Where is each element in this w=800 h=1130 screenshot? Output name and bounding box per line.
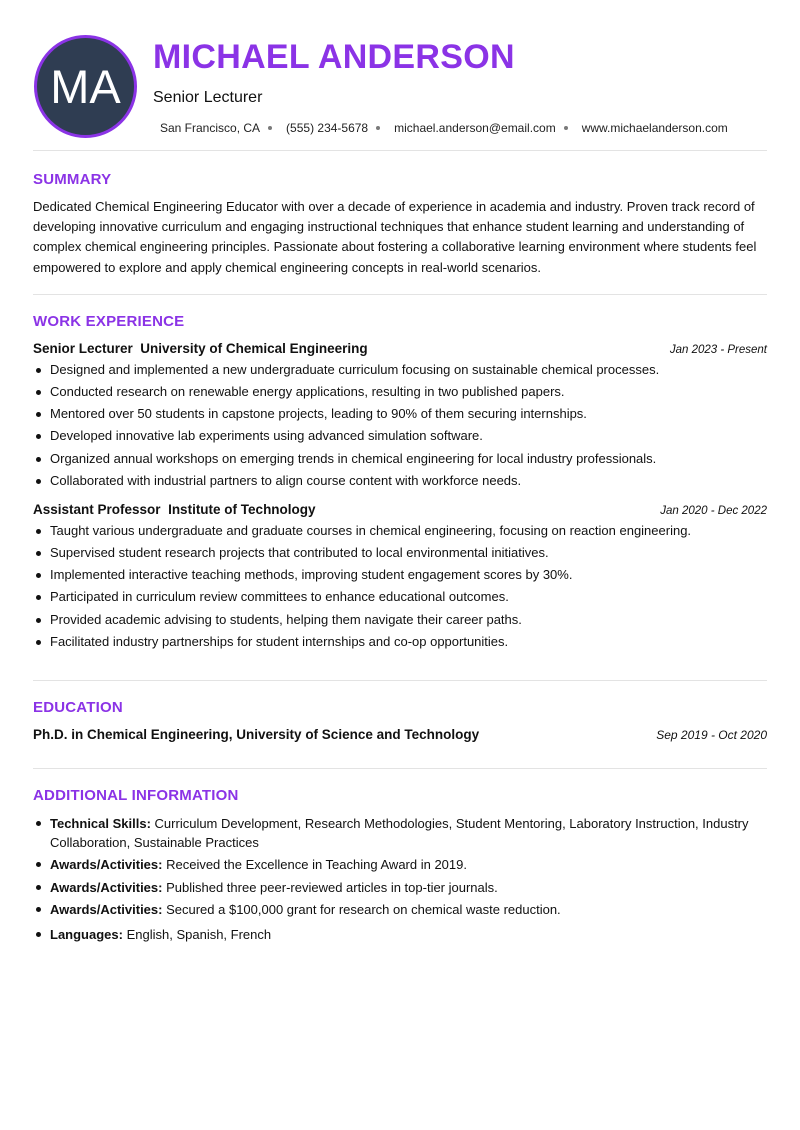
job-role-org	[33, 502, 316, 517]
item-label: Awards/Activities:	[50, 902, 163, 918]
summary-text: Dedicated Chemical Engineering Educator with over a decade of experience in academia and industry. Proven track record of developing innovative curriculum and engaging instructional techniques that enhance student learning and understanding of complex chemical engineering principles. Passionate about fostering a collaborative learning environment where students feel empowered to explore and apply chemical engineering concepts in real-world scenarios.	[33, 199, 757, 275]
additional-information-heading: ADDITIONAL INFORMATION	[33, 786, 239, 804]
list-item: Provided academic advising to students, helping them navigate their career paths.	[33, 612, 767, 628]
list-item: Implemented interactive teaching methods, improving student engagement scores by 30%.	[33, 567, 767, 583]
contact-email[interactable]: michael.anderson@email.com	[394, 121, 556, 135]
item-label: Technical Skills:	[50, 815, 151, 831]
job-org: Institute of Technology	[168, 501, 316, 517]
list-item	[33, 878, 767, 897]
list-item: Developed innovative lab experiments using advanced simulation software.	[33, 428, 767, 444]
job-header	[33, 502, 767, 517]
list-item: Designed and implemented a new undergraduate curriculum focusing on sustainable chemical processes.	[33, 362, 767, 378]
avatar-initials: MA	[50, 60, 121, 113]
education-degree: Ph.D. in Chemical Engineering, University of Science and Technology	[33, 726, 480, 742]
list-item	[33, 900, 767, 919]
item-text: English, Spanish, French	[126, 927, 272, 943]
list-item: Mentored over 50 students in capstone projects, leading to 90% of them securing internships.	[33, 406, 767, 422]
job-bullets	[33, 362, 767, 489]
work-experience-heading: WORK EXPERIENCE	[33, 312, 185, 330]
item-label: Languages:	[50, 927, 123, 943]
list-item: Organized annual workshops on emerging trends in chemical engineering for local industry professionals.	[33, 451, 767, 467]
item-text: Secured a $100,000 grant for research on chemical waste reduction.	[166, 902, 561, 918]
job-dates: Jan 2023 - Present	[669, 343, 767, 356]
list-item: Supervised student research projects that contributed to local environmental initiatives.	[33, 545, 767, 561]
additional-information-section	[33, 769, 767, 945]
list-item: Conducted research on renewable energy applications, resulting in two published papers.	[33, 384, 767, 400]
education-dates: Sep 2019 - Oct 2020	[656, 727, 767, 742]
dot-separator-icon	[564, 126, 568, 130]
education-entry	[33, 727, 767, 742]
job-role: Senior Lecturer	[33, 340, 133, 356]
list-item: Facilitated industry partnerships for student internships and co-op opportunities.	[33, 634, 767, 650]
item-text: Published three peer-reviewed articles in top-tier journals.	[166, 879, 498, 895]
item-label: Awards/Activities:	[50, 879, 163, 895]
additional-list	[33, 814, 767, 945]
education-heading: EDUCATION	[33, 698, 123, 716]
summary-heading: SUMMARY	[33, 171, 112, 188]
job-header	[33, 341, 767, 356]
list-item	[33, 814, 767, 852]
job-entry	[33, 502, 767, 650]
job-entry	[33, 341, 767, 489]
item-text: Received the Excellence in Teaching Award in 2019.	[166, 857, 467, 873]
dot-separator-icon	[268, 126, 272, 130]
dot-separator-icon	[376, 126, 380, 130]
list-item	[33, 925, 767, 944]
job-org: University of Chemical Engineering	[140, 340, 368, 356]
list-item: Participated in curriculum review committees to enhance educational outcomes.	[33, 589, 767, 605]
education-section	[33, 681, 767, 768]
job-role-org	[33, 341, 368, 356]
item-text: Curriculum Development, Research Methodologies, Student Mentoring, Laboratory Instruction, Industry Collaboration, Sustainable Practices	[50, 815, 749, 850]
work-experience-section	[33, 295, 767, 680]
item-label: Awards/Activities:	[50, 857, 163, 873]
avatar	[34, 35, 137, 138]
list-item: Collaborated with industrial partners to align course content with workforce needs.	[33, 473, 767, 489]
job-dates: Jan 2020 - Dec 2022	[660, 504, 767, 517]
resume-header	[33, 0, 767, 150]
list-item	[33, 855, 767, 874]
list-item: Taught various undergraduate and graduate courses in chemical engineering, focusing on reaction engineering.	[33, 523, 767, 539]
job-bullets	[33, 523, 767, 650]
candidate-title: Senior Lecturer	[153, 89, 263, 106]
contact-website[interactable]: www.michaelanderson.com	[581, 121, 728, 135]
contact-phone: (555) 234-5678	[286, 121, 369, 135]
candidate-name: MICHAEL ANDERSON	[153, 38, 515, 76]
job-role: Assistant Professor	[33, 501, 161, 517]
contact-location: San Francisco, CA	[160, 121, 261, 135]
contact-info	[160, 121, 728, 135]
summary-section	[33, 151, 767, 294]
